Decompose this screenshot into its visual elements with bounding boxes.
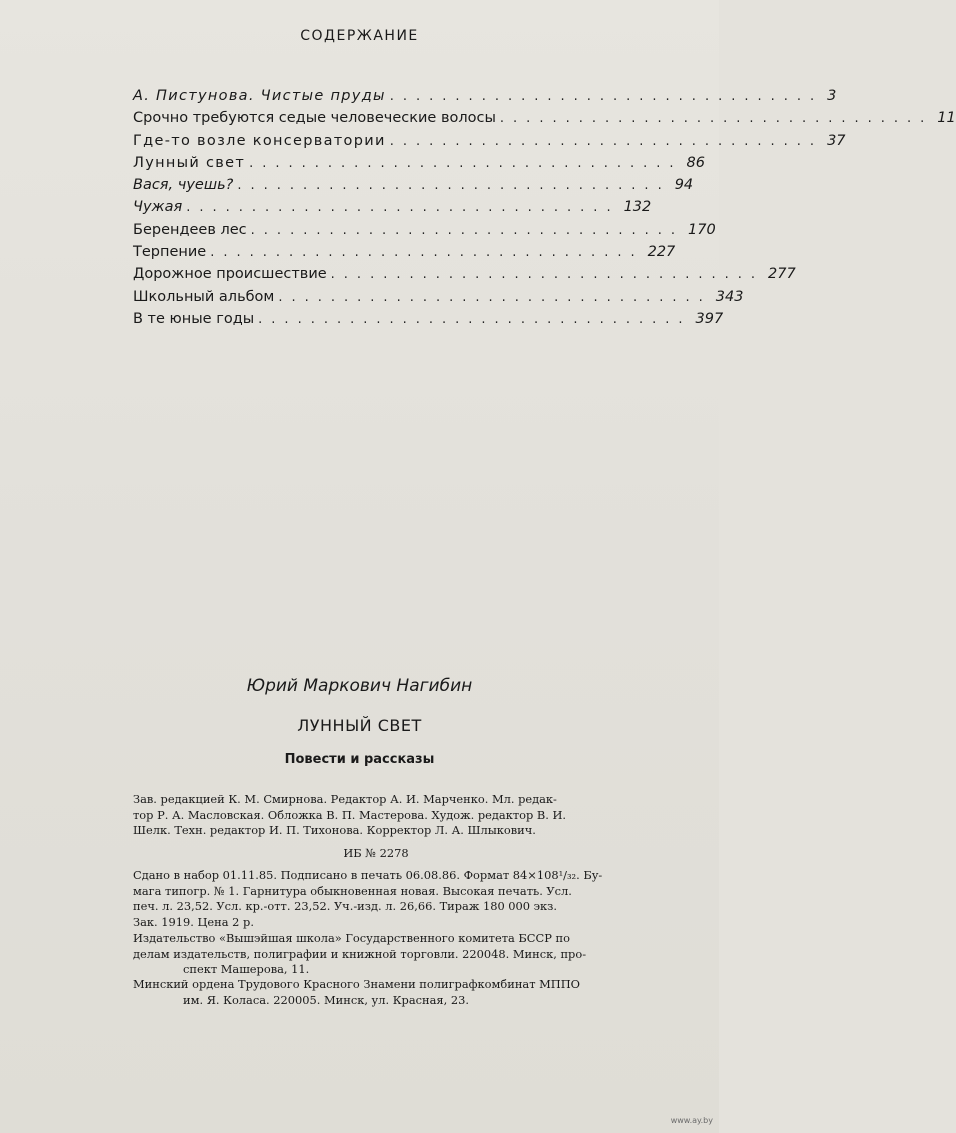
imprint-line: делам издательств, полиграфии и книжной торговли. 220048. Минск, про- [133, 946, 587, 961]
imprint-line: спект Машерова, 11. [183, 962, 310, 977]
toc-entry [133, 310, 724, 333]
toc-entry-title: Где-то возле консерватории [133, 132, 386, 149]
toc-entry-page: 397 [695, 310, 724, 327]
printer-info [133, 977, 619, 1008]
toc-entry [133, 132, 846, 155]
toc-heading: СОДЕРЖАНИЕ [300, 28, 419, 44]
toc-entry-title: Лунный свет [133, 154, 246, 171]
ib-number: ИБ № 2278 [343, 846, 409, 860]
toc-entry [133, 110, 956, 132]
print-details [133, 868, 619, 930]
imprint-line: Зак. 1919. Цена 2 р. [133, 914, 254, 929]
toc-entry-page: 11 [937, 110, 956, 127]
toc-leader-dots: ................................. [210, 245, 644, 261]
toc-leader-dots: ................................. [330, 267, 765, 283]
publisher-info [133, 931, 619, 978]
toc-entry-title: Дорожное происшествие [133, 266, 327, 283]
toc-entry-page: 227 [647, 244, 676, 261]
toc-entry-page: 3 [827, 88, 837, 104]
imprint-line: Сдано в набор 01.11.85. Подписано в печать 06.08.86. Формат 84×108¹/₃₂. Бу- [133, 868, 603, 882]
toc-leader-dots: ................................. [389, 89, 824, 104]
toc-entry [133, 199, 652, 221]
imprint-line: им. Я. Коласа. 220005. Минск, ул. Красная, 23. [183, 992, 469, 1007]
toc-entry [133, 88, 837, 110]
book-subtitle: Повести и рассказы [284, 752, 435, 767]
imprint-line: Минский ордена Трудового Красного Знамени полиграфкомбинат МППО [133, 977, 580, 991]
author-name: Юрий Маркович Нагибин [246, 676, 473, 696]
toc-leader-dots: ................................. [389, 133, 824, 149]
toc-leader-dots: ................................. [249, 155, 683, 171]
toc-entry-page: 86 [686, 154, 705, 171]
toc-entry-page: 132 [623, 199, 652, 216]
toc-entry [133, 288, 744, 311]
toc-entry [133, 266, 796, 288]
imprint-line: мага типогр. № 1. Гарнитура обыкновенная новая. Высокая печать. Усл. [133, 883, 572, 898]
toc-entry [133, 244, 676, 266]
toc-entry-title: Терпение [133, 244, 207, 261]
imprint-line: Шелк. Техн. редактор И. П. Тихонова. Корректор Л. А. Шлыкович. [133, 823, 536, 838]
toc-entry-title: Школьный альбом [133, 288, 275, 305]
toc-leader-dots: ................................. [499, 111, 934, 127]
toc-entry-page: 37 [827, 132, 846, 149]
toc-entry-title: Срочно требуются седые человеческие волосы [133, 110, 496, 127]
toc-leader-dots: ................................. [186, 200, 620, 216]
toc-entry-title: А. Пистунова. Чистые пруды [133, 88, 386, 104]
toc-leader-dots: ................................. [258, 311, 692, 327]
toc-leader-dots: ................................. [237, 178, 671, 194]
toc-entry-page: 170 [688, 221, 716, 238]
editors-credits [133, 792, 619, 839]
toc-entry [133, 154, 705, 177]
book-title: ЛУННЫЙ СВЕТ [297, 716, 422, 735]
toc-leader-dots: ................................. [250, 222, 685, 238]
imprint-line: печ. л. 23,52. Усл. кр.-отт. 23,52. Уч.-изд. л. 26,66. Тираж 180 000 экз. [133, 899, 558, 914]
imprint-line: тор Р. А. Масловская. Обложка В. П. Мастерова. Худож. редактор В. И. [133, 807, 567, 822]
table-of-contents [133, 88, 956, 333]
toc-entry [133, 221, 716, 244]
toc-entry-page: 94 [674, 177, 694, 194]
toc-entry-page: 277 [768, 266, 796, 283]
toc-entry-title: Чужая [133, 199, 183, 216]
imprint-line: Зав. редакцией К. М. Смирнова. Редактор А. И. Марченко. Мл. редак- [133, 792, 557, 806]
toc-entry-page: 343 [715, 288, 744, 305]
imprint-line: Издательство «Вышэйшая школа» Государственного комитета БССР по [133, 931, 570, 945]
toc-entry-title: Вася, чуешь? [133, 177, 234, 194]
toc-entry-title: В те юные годы [133, 310, 255, 327]
toc-leader-dots: ................................. [278, 289, 712, 305]
toc-entry-title: Берендеев лес [133, 221, 247, 238]
toc-entry [133, 177, 694, 199]
site-watermark: www.ay.by [670, 1116, 713, 1125]
